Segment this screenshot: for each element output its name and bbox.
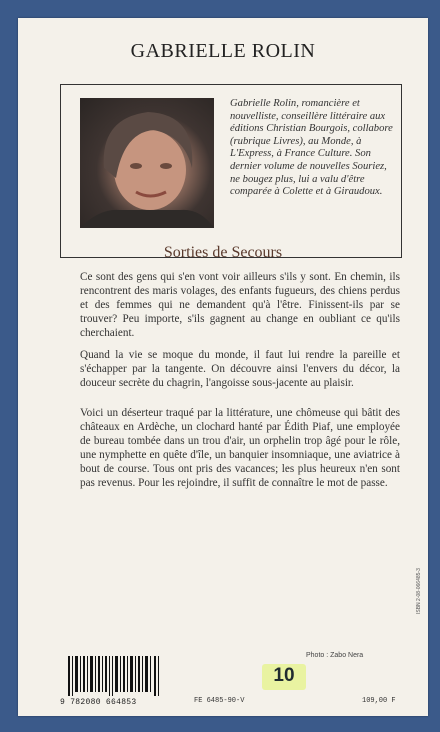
barcode [68,656,160,696]
author-name: GABRIELLE ROLIN [130,40,316,62]
summary-paragraph-1: Ce sont des gens qui s'en vont voir ailleurs s'ils y sont. En chemin, ils rencontrent des maris volages, des enfants fugueurs, des chiens perdus et des femmes qui ne demandent qu'à l'être. Finissent-ils par se trouver? Peu importe, s'ils gagnent au change en oubliant ce qu'ils cherchaient. [80,271,400,339]
side-code: ISBN 2-08-066485-3 [416,568,422,614]
author-bio: Gabrielle Rolin, romancière et nouvelliste, conseillère littéraire aux éditions Christian Bourgois, collabore (rubrique Livres), au Monde, à L'Express, à France Culture. Son dernier volume de nouvelles Souriez, ne bougez plus, lui a valu d'être comparée à Colette et à Giraudoux. [230,98,393,198]
summary-paragraph-2: Quand la vie se moque du monde, il faut lui rendre la pareille et s'échapper par la tangente. On découvre ainsi l'envers du décor, la douceur secrète du chagrin, l'angoisse sous-jacente au plaisir. [80,349,400,389]
book-back-cover [18,18,428,716]
sticker-text: 10 [273,665,295,686]
price: 109,00 F [362,697,396,705]
barcode-number: 9 782080 664853 [60,698,137,707]
author-photo [80,98,214,228]
book-code: FE 6485-90-V [194,697,245,705]
book-title: Sorties de Secours [163,244,283,261]
price-sticker [262,664,306,690]
photo-credit: Photo : Zabo Nera [306,652,364,659]
summary-paragraph-3: Voici un déserteur traqué par la littérature, une chômeuse qui bâtit des châteaux en Ardèche, un clochard hanté par Édith Piaf, une employée de bureau tombée dans un trou d'air, un orphelin trop âgé pour le rôle, une nymphette en quête d'île, un banquier insomniaque, une aviatrice à bout de course. Tous ont pris des vacances; les plus heureux n'en sont pas revenus. Pour les rejoindre, il suffit de connaître le mot de passe. [80,407,400,489]
